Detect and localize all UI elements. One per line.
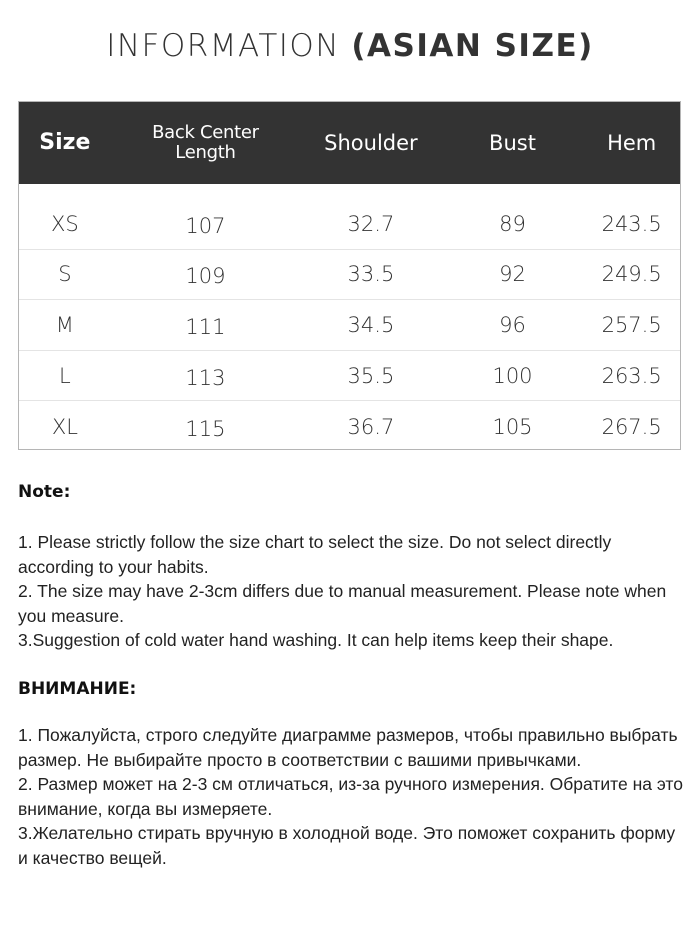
- cell-shoulder: 33.5: [347, 262, 395, 287]
- cell-size: L: [59, 363, 71, 388]
- header-back-center: Back Center: [152, 122, 259, 143]
- cell-hem: 249.5: [601, 262, 662, 287]
- title-light: INFORMATION: [106, 28, 352, 64]
- note-line-en: 3.Suggestion of cold water hand washing. It can help items keep their shape.: [18, 630, 614, 650]
- cell-size: XS: [51, 211, 79, 236]
- cell-bust: 89: [499, 211, 526, 236]
- cell-hem: 243.5: [601, 211, 662, 236]
- header-shoulder: Shoulder: [324, 131, 418, 155]
- title-bold: (ASIAN SIZE): [351, 28, 594, 64]
- table-row: [19, 199, 680, 250]
- note-heading-ru: ВНИМАНИЕ:: [18, 679, 137, 699]
- cell-shoulder: 35.5: [347, 363, 395, 388]
- header-back-center-length: [111, 123, 300, 163]
- header-bust: Bust: [489, 131, 536, 155]
- note-line-ru: 1. Пожалуйста, строго следуйте диаграмме размеров, чтобы правильно выбрать размер. Не выбирайте просто в соответствии с вашими привычками.: [18, 725, 678, 770]
- page-title: [0, 28, 700, 64]
- cell-back-center-length: 111: [185, 314, 226, 339]
- note-line-en: 1. Please strictly follow the size chart to select the size. Do not select directly according to your habits.: [18, 532, 612, 577]
- cell-back-center-length: 109: [185, 264, 226, 289]
- cell-bust: 92: [499, 262, 526, 287]
- note-text-ru: [18, 723, 683, 870]
- cell-back-center-length: 113: [185, 365, 226, 390]
- header-length: Length: [175, 142, 236, 163]
- table-body: [19, 184, 680, 452]
- cell-size: M: [55, 312, 74, 337]
- cell-hem: 263.5: [601, 363, 662, 388]
- table-row: [19, 401, 680, 452]
- cell-size: XL: [51, 414, 78, 439]
- cell-hem: 267.5: [601, 414, 662, 439]
- note-line-ru: 3.Желательно стирать вручную в холодной воде. Это поможет сохранить форму и качество вещей.: [18, 823, 676, 868]
- note-line-en: 2. The size may have 2-3cm differs due to manual measurement. Please note when you measure.: [18, 581, 667, 626]
- header-size: Size: [39, 130, 91, 155]
- size-table: [18, 101, 681, 450]
- cell-back-center-length: 107: [185, 213, 226, 238]
- cell-size: S: [58, 262, 72, 287]
- note-line-ru: 2. Размер может на 2-3 см отличаться, из-за ручного измерения. Обратите на это внимание, когда вы измеряете.: [18, 774, 683, 819]
- note-heading-en: Note:: [18, 482, 71, 502]
- table-row: [19, 300, 680, 351]
- cell-shoulder: 34.5: [347, 312, 395, 337]
- table-row: [19, 250, 680, 301]
- cell-shoulder: 32.7: [347, 211, 395, 236]
- header-hem: Hem: [607, 131, 657, 155]
- note-text-en: [18, 530, 683, 653]
- cell-shoulder: 36.7: [347, 414, 395, 439]
- cell-back-center-length: 115: [185, 416, 226, 441]
- cell-bust: 96: [499, 312, 526, 337]
- table-header: [19, 102, 680, 184]
- table-row: [19, 351, 680, 402]
- cell-bust: 105: [492, 414, 533, 439]
- cell-hem: 257.5: [601, 312, 662, 337]
- cell-bust: 100: [492, 363, 533, 388]
